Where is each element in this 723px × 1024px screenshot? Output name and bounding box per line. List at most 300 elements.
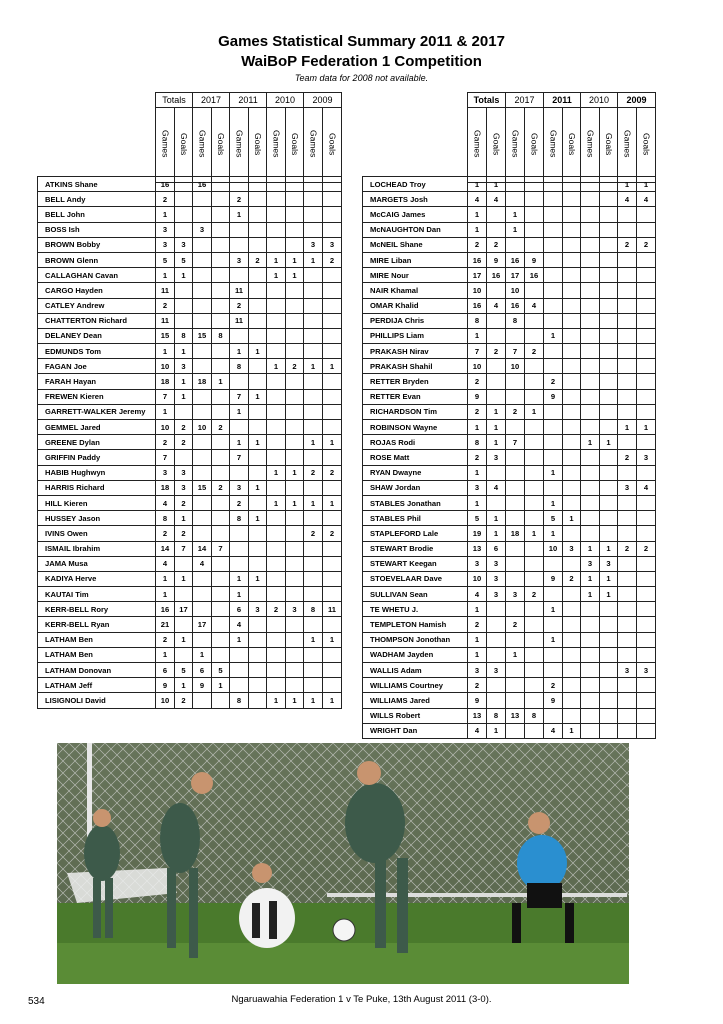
- stat-cell: [581, 647, 600, 662]
- stat-cell: [230, 647, 249, 662]
- stat-cell: 1: [249, 389, 267, 404]
- stat-cell: [212, 511, 230, 526]
- header-group: 2011: [544, 93, 581, 108]
- stat-cell: [249, 450, 267, 465]
- stat-cell: [193, 298, 212, 313]
- stat-cell: [212, 404, 230, 419]
- table-row: [38, 252, 342, 267]
- player-name: TE WHETU J.: [363, 602, 468, 617]
- stat-cell: 4: [637, 480, 656, 495]
- player-name: LOCHEAD Troy: [363, 177, 468, 192]
- stat-cell: [249, 420, 267, 435]
- stat-cell: 2: [544, 678, 563, 693]
- stat-cell: 4: [487, 298, 506, 313]
- table-row: [363, 678, 656, 693]
- stat-cell: 2: [212, 420, 230, 435]
- header-subcolumn: Goals: [253, 132, 264, 156]
- stat-cell: [581, 344, 600, 359]
- stat-cell: [193, 207, 212, 222]
- stat-cell: [267, 207, 286, 222]
- stat-cell: [230, 328, 249, 343]
- stat-cell: 2: [156, 192, 175, 207]
- stat-cell: [618, 404, 637, 419]
- stat-cell: 3: [230, 480, 249, 495]
- stat-cell: 8: [525, 708, 544, 723]
- right-column-header: [467, 92, 656, 183]
- stat-cell: [286, 480, 304, 495]
- stat-cell: [600, 313, 618, 328]
- stat-cell: [193, 435, 212, 450]
- stat-cell: [267, 420, 286, 435]
- stat-cell: [544, 207, 563, 222]
- stat-cell: 3: [487, 587, 506, 602]
- stat-cell: 16: [506, 252, 525, 267]
- stat-cell: 18: [506, 526, 525, 541]
- stat-cell: [230, 222, 249, 237]
- stat-cell: [581, 693, 600, 708]
- stat-cell: 1: [468, 420, 487, 435]
- stat-cell: [267, 571, 286, 586]
- stat-cell: [212, 298, 230, 313]
- stat-cell: [304, 298, 323, 313]
- stat-cell: [286, 313, 304, 328]
- stat-cell: [637, 268, 656, 283]
- player-name: HILL Kieren: [38, 495, 156, 510]
- stat-cell: [544, 344, 563, 359]
- stat-cell: [267, 526, 286, 541]
- stat-cell: [600, 344, 618, 359]
- header-subcolumn: Goals: [491, 132, 502, 156]
- stat-cell: [506, 602, 525, 617]
- stat-cell: [637, 723, 656, 738]
- table-row: [363, 708, 656, 723]
- stat-cell: [323, 556, 342, 571]
- stat-cell: 3: [618, 663, 637, 678]
- stat-cell: [600, 723, 618, 738]
- stat-cell: [487, 374, 506, 389]
- stat-cell: 1: [600, 435, 618, 450]
- stat-cell: 3: [156, 465, 175, 480]
- stat-cell: [212, 693, 230, 708]
- stat-cell: [563, 404, 581, 419]
- stat-cell: 4: [156, 495, 175, 510]
- stat-cell: [175, 222, 193, 237]
- player-name: RICHARDSON Tim: [363, 404, 468, 419]
- stat-cell: [323, 313, 342, 328]
- stat-cell: 2: [212, 480, 230, 495]
- stat-cell: [249, 465, 267, 480]
- header-group: 2009: [618, 93, 656, 108]
- stat-cell: [581, 632, 600, 647]
- table-row: [38, 435, 342, 450]
- stat-cell: [487, 678, 506, 693]
- table-row: [363, 435, 656, 450]
- stat-cell: 15: [193, 480, 212, 495]
- stat-cell: [581, 177, 600, 192]
- table-row: [363, 556, 656, 571]
- stat-cell: 2: [230, 192, 249, 207]
- stat-cell: [600, 511, 618, 526]
- stat-cell: [286, 435, 304, 450]
- stat-cell: [637, 495, 656, 510]
- stat-cell: [544, 404, 563, 419]
- player-name: McNEIL Shane: [363, 237, 468, 252]
- stat-cell: 8: [156, 511, 175, 526]
- stat-cell: [600, 450, 618, 465]
- stat-cell: [563, 207, 581, 222]
- stat-cell: 10: [544, 541, 563, 556]
- stat-cell: [544, 177, 563, 192]
- stat-cell: [323, 678, 342, 693]
- stat-cell: 1: [506, 647, 525, 662]
- stat-cell: 2: [230, 298, 249, 313]
- stat-cell: [304, 268, 323, 283]
- player-name: ROJAS Rodi: [363, 435, 468, 450]
- stat-cell: [212, 632, 230, 647]
- stat-cell: [506, 420, 525, 435]
- stat-cell: 3: [175, 237, 193, 252]
- player-name: STOEVELAAR Dave: [363, 571, 468, 586]
- stat-cell: [506, 450, 525, 465]
- stat-cell: [304, 663, 323, 678]
- stat-cell: 1: [487, 404, 506, 419]
- stat-cell: [193, 359, 212, 374]
- table-row: [38, 450, 342, 465]
- stat-cell: 1: [304, 632, 323, 647]
- stat-cell: [544, 252, 563, 267]
- stat-cell: [267, 404, 286, 419]
- stat-cell: [175, 283, 193, 298]
- table-row: [363, 344, 656, 359]
- stat-cell: 4: [637, 192, 656, 207]
- stat-cell: [525, 374, 544, 389]
- stat-cell: [212, 237, 230, 252]
- stat-cell: [286, 207, 304, 222]
- table-row: [363, 587, 656, 602]
- stat-cell: [212, 268, 230, 283]
- stat-cell: 13: [468, 708, 487, 723]
- stat-cell: 1: [230, 435, 249, 450]
- stat-cell: [563, 435, 581, 450]
- stat-cell: [323, 541, 342, 556]
- stat-cell: [544, 663, 563, 678]
- stat-cell: 2: [249, 252, 267, 267]
- stat-cell: [618, 344, 637, 359]
- stat-cell: [525, 602, 544, 617]
- stat-cell: 5: [175, 252, 193, 267]
- stat-cell: 3: [468, 480, 487, 495]
- stat-cell: [544, 450, 563, 465]
- stat-cell: 1: [286, 693, 304, 708]
- stat-cell: 18: [156, 374, 175, 389]
- player-name: KERR-BELL Rory: [38, 602, 156, 617]
- player-name: LATHAM Ben: [38, 647, 156, 662]
- stat-cell: [193, 632, 212, 647]
- stat-cell: 1: [175, 344, 193, 359]
- stat-cell: [193, 450, 212, 465]
- stat-cell: [323, 389, 342, 404]
- page-number: 534: [28, 996, 45, 1007]
- stat-cell: [175, 647, 193, 662]
- stat-cell: [600, 328, 618, 343]
- stat-cell: [637, 298, 656, 313]
- stat-cell: 1: [525, 526, 544, 541]
- stat-cell: [581, 723, 600, 738]
- stat-cell: [267, 663, 286, 678]
- stat-cell: 11: [230, 283, 249, 298]
- stat-cell: [286, 526, 304, 541]
- stat-cell: 13: [468, 541, 487, 556]
- stat-cell: [286, 192, 304, 207]
- table-row: [38, 602, 342, 617]
- stat-cell: 7: [230, 450, 249, 465]
- stat-cell: 2: [506, 617, 525, 632]
- table-row: [38, 177, 342, 192]
- stat-cell: [600, 268, 618, 283]
- stat-cell: 1: [156, 571, 175, 586]
- stat-cell: [267, 511, 286, 526]
- stat-cell: [600, 374, 618, 389]
- stat-cell: [581, 374, 600, 389]
- stat-cell: [193, 283, 212, 298]
- stat-cell: 6: [230, 602, 249, 617]
- stat-cell: 17: [468, 268, 487, 283]
- stat-cell: [581, 298, 600, 313]
- table-row: [363, 404, 656, 419]
- stat-cell: 8: [506, 313, 525, 328]
- stat-cell: [193, 313, 212, 328]
- stat-cell: 9: [156, 678, 175, 693]
- stat-cell: [286, 663, 304, 678]
- stat-cell: [212, 587, 230, 602]
- player-name: PERDIJA Chris: [363, 313, 468, 328]
- stat-cell: 1: [249, 511, 267, 526]
- stat-cell: 16: [156, 602, 175, 617]
- stat-cell: [618, 268, 637, 283]
- stat-cell: 1: [267, 465, 286, 480]
- stat-cell: [563, 283, 581, 298]
- stat-cell: 2: [563, 571, 581, 586]
- stat-cell: [637, 571, 656, 586]
- stat-cell: [323, 511, 342, 526]
- player-name: ROSE Matt: [363, 450, 468, 465]
- stat-cell: [637, 222, 656, 237]
- stat-cell: [544, 647, 563, 662]
- player-name: MIRE Liban: [363, 252, 468, 267]
- stat-cell: [637, 602, 656, 617]
- stat-cell: [618, 313, 637, 328]
- stat-cell: [212, 222, 230, 237]
- stat-cell: 8: [487, 708, 506, 723]
- stat-cell: [249, 313, 267, 328]
- stat-cell: [600, 237, 618, 252]
- stat-cell: [618, 465, 637, 480]
- stat-cell: [267, 177, 286, 192]
- stat-cell: [618, 526, 637, 541]
- stat-cell: 2: [468, 374, 487, 389]
- stat-cell: [544, 268, 563, 283]
- stat-cell: 18: [193, 374, 212, 389]
- stat-cell: [230, 678, 249, 693]
- stat-cell: 1: [230, 404, 249, 419]
- stat-cell: [563, 450, 581, 465]
- table-row: [363, 693, 656, 708]
- stat-cell: [525, 723, 544, 738]
- stat-cell: [544, 435, 563, 450]
- stat-cell: 17: [506, 268, 525, 283]
- page-subtitle: WaiBoP Federation 1 Competition: [241, 53, 482, 70]
- stat-cell: [267, 617, 286, 632]
- stat-cell: [506, 678, 525, 693]
- stat-cell: [175, 404, 193, 419]
- stat-cell: 7: [506, 344, 525, 359]
- stat-cell: 1: [230, 571, 249, 586]
- stat-cell: 1: [544, 632, 563, 647]
- stat-cell: [249, 404, 267, 419]
- stat-cell: 1: [563, 511, 581, 526]
- stat-cell: 1: [267, 268, 286, 283]
- stat-cell: 1: [487, 511, 506, 526]
- table-row: [363, 268, 656, 283]
- stat-cell: 4: [544, 723, 563, 738]
- stat-cell: 1: [468, 632, 487, 647]
- stat-cell: 14: [156, 541, 175, 556]
- stat-cell: [249, 222, 267, 237]
- stat-cell: [637, 556, 656, 571]
- stat-cell: [304, 571, 323, 586]
- stat-cell: 1: [175, 571, 193, 586]
- table-row: [363, 602, 656, 617]
- header-group: 2010: [267, 93, 304, 108]
- stat-cell: 1: [468, 177, 487, 192]
- stat-cell: 4: [525, 298, 544, 313]
- stat-cell: [506, 328, 525, 343]
- stat-cell: 7: [175, 541, 193, 556]
- table-row: [38, 374, 342, 389]
- stat-cell: [600, 404, 618, 419]
- stat-cell: [581, 313, 600, 328]
- stat-cell: [193, 587, 212, 602]
- stat-cell: [230, 237, 249, 252]
- stat-cell: [249, 556, 267, 571]
- stat-cell: 6: [193, 663, 212, 678]
- table-row: [363, 647, 656, 662]
- stat-cell: [600, 526, 618, 541]
- stat-cell: 1: [544, 465, 563, 480]
- stat-cell: [506, 374, 525, 389]
- left-stats-table: [37, 176, 342, 709]
- stat-cell: 6: [487, 541, 506, 556]
- stat-cell: [304, 283, 323, 298]
- stat-cell: [563, 526, 581, 541]
- stat-cell: 21: [156, 617, 175, 632]
- stat-cell: 1: [468, 222, 487, 237]
- stat-cell: 2: [323, 526, 342, 541]
- table-row: [363, 389, 656, 404]
- player-name: OMAR Khalid: [363, 298, 468, 313]
- stat-cell: [267, 587, 286, 602]
- stat-cell: 1: [581, 435, 600, 450]
- player-name: WADHAM Jayden: [363, 647, 468, 662]
- stat-cell: [212, 617, 230, 632]
- stat-cell: [563, 617, 581, 632]
- stat-cell: [323, 283, 342, 298]
- stat-cell: [581, 283, 600, 298]
- stat-cell: 1: [175, 389, 193, 404]
- table-row: [363, 283, 656, 298]
- stat-cell: 10: [468, 359, 487, 374]
- stat-cell: [525, 617, 544, 632]
- stat-cell: [267, 435, 286, 450]
- stat-cell: [304, 420, 323, 435]
- stat-cell: 2: [487, 344, 506, 359]
- stat-cell: [581, 328, 600, 343]
- header-subcolumn: Goals: [529, 132, 540, 156]
- stat-cell: [563, 708, 581, 723]
- stat-cell: 3: [468, 556, 487, 571]
- table-row: [363, 328, 656, 343]
- player-name: FARAH Hayan: [38, 374, 156, 389]
- table-row: [38, 420, 342, 435]
- stat-cell: 4: [230, 617, 249, 632]
- stat-cell: [600, 252, 618, 267]
- stat-cell: 1: [618, 177, 637, 192]
- stat-cell: 1: [468, 647, 487, 662]
- table-row: [38, 495, 342, 510]
- stat-cell: 4: [193, 556, 212, 571]
- stat-cell: [618, 359, 637, 374]
- player-name: MIRE Nour: [363, 268, 468, 283]
- stat-cell: [637, 207, 656, 222]
- stat-cell: 1: [175, 374, 193, 389]
- stat-cell: [304, 177, 323, 192]
- stat-cell: [212, 192, 230, 207]
- stat-cell: 1: [323, 435, 342, 450]
- stat-cell: [249, 541, 267, 556]
- stat-cell: 1: [175, 511, 193, 526]
- stat-cell: [525, 647, 544, 662]
- stat-cell: [506, 480, 525, 495]
- table-row: [363, 207, 656, 222]
- player-name: BROWN Glenn: [38, 252, 156, 267]
- stat-cell: 1: [323, 359, 342, 374]
- stat-cell: [618, 511, 637, 526]
- stat-cell: [286, 420, 304, 435]
- stat-cell: [600, 420, 618, 435]
- stat-cell: 1: [304, 435, 323, 450]
- stat-cell: 1: [618, 420, 637, 435]
- stat-cell: [600, 177, 618, 192]
- header-subcolumn: Games: [160, 130, 171, 158]
- stat-cell: 16: [506, 298, 525, 313]
- stat-cell: 3: [230, 252, 249, 267]
- table-row: [363, 571, 656, 586]
- player-name: BELL John: [38, 207, 156, 222]
- stat-cell: [304, 541, 323, 556]
- stat-cell: [304, 344, 323, 359]
- stat-cell: 3: [323, 237, 342, 252]
- stat-cell: [267, 298, 286, 313]
- stat-cell: [581, 192, 600, 207]
- stat-cell: [230, 177, 249, 192]
- player-name: WALLIS Adam: [363, 663, 468, 678]
- stat-cell: 1: [487, 420, 506, 435]
- stat-cell: 1: [175, 632, 193, 647]
- stat-cell: 10: [156, 420, 175, 435]
- stat-cell: 8: [304, 602, 323, 617]
- stat-cell: [323, 420, 342, 435]
- stat-cell: [487, 328, 506, 343]
